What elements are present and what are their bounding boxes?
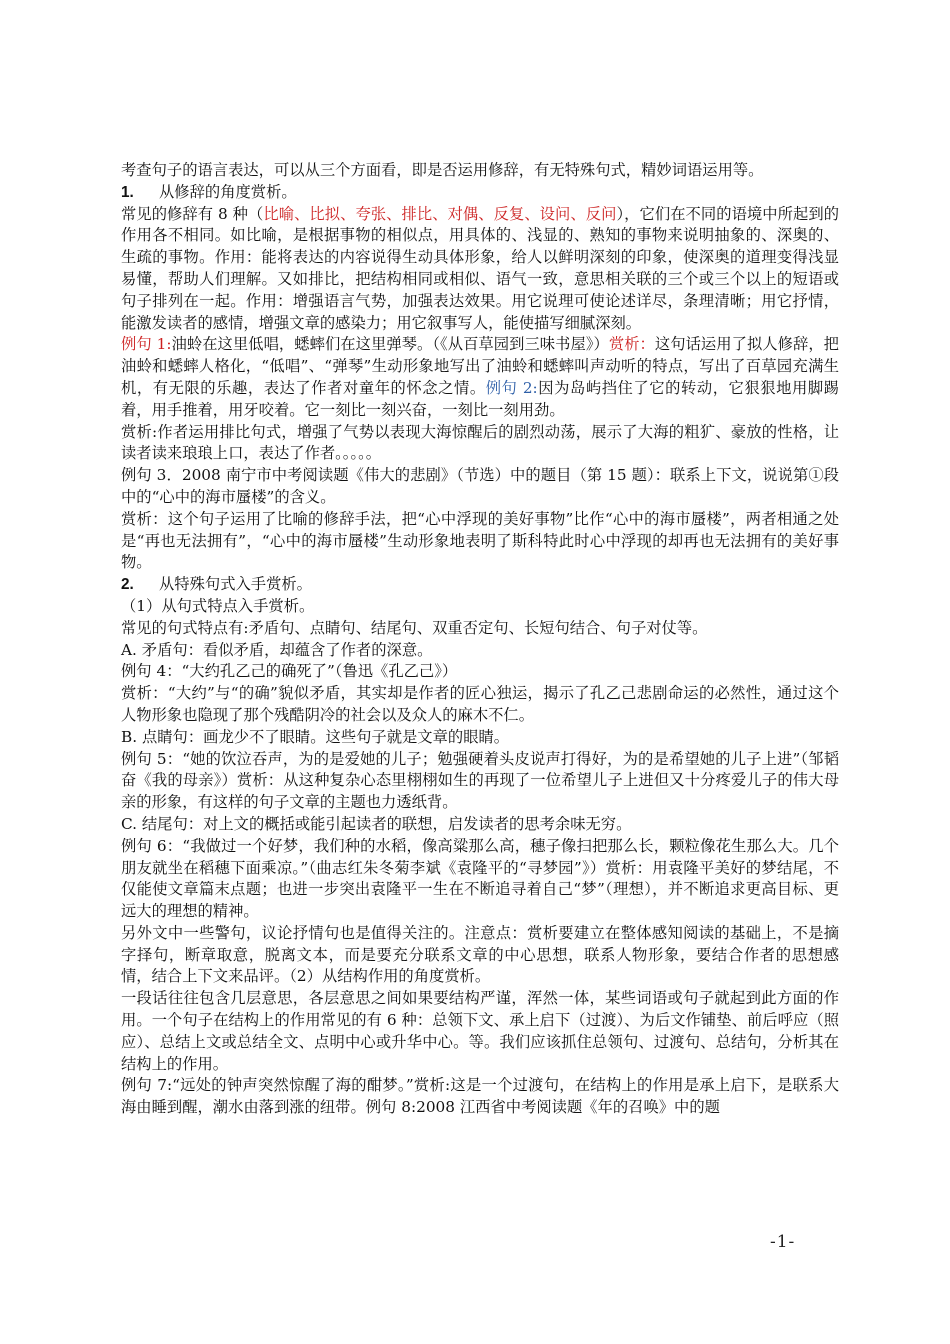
example-6: 例句 6：“我做过一个好梦，我们种的水稻，像高粱那么高，穗子像扫把那么长，颗粒像花生那么大。几个朋友就坐在稻穗下面乘凉。”（曲志红朱冬菊李斌《袁隆平的“寻梦园”》）赏析：用袁隆平美好的梦结尾，不仅能使文章篇末点题；也进一步突出袁隆平一生在不断追寻着自己“梦”（理想），并不断追求更高目标、更远大的理想的精神。	[121, 836, 839, 921]
example-1-text: 油蛉在这里低唱，蟋蟀们在这里弹琴。（《从百草园到三味书屋》）	[171, 335, 609, 354]
item-a: A. 矛盾句：看似矛盾，却蕴含了作者的深意。	[121, 640, 433, 659]
example-2-label: 例句 2:	[485, 378, 538, 397]
item-b: B. 点睛句：画龙少不了眼睛。这些句子就是文章的眼睛。	[121, 727, 510, 746]
subsection-1: （1）从句式特点入手赏析。	[121, 596, 315, 615]
rhetoric-lead: 常见的修辞有 8 种（	[121, 204, 264, 223]
example-4: 例句 4：“大约孔乙己的确死了”（鲁迅《孔乙己》）	[121, 662, 458, 681]
section-title-1: 从修辞的角度赏析。	[159, 182, 297, 201]
other-notes: 另外文中一些警句，议论抒情句也是值得关注的。注意点：赏析要建立在整体感知阅读的基础上，不是摘字择句，断章取意，脱离文本，而是要充分联系文章的中心思想，联系人物形象，要结合作者的思想感情，结合上下文来品评。（2）从结构作用的角度赏析。	[121, 923, 839, 986]
section-number-1: 1.	[121, 183, 134, 201]
section-heading-2	[121, 574, 839, 596]
example-3-paragraph: 例句 3．2008 南宁市中考阅读题《伟大的悲剧》（节选）中的题目（第 15 题）：联系上下文，说说第①段中的“心中的海市蜃楼”的含义。	[121, 466, 839, 506]
rhetoric-list-highlight: 比喻、比拟、夸张、排比、对偶、反复、设问、反问	[263, 204, 617, 223]
section-title-2: 从特殊句式入手赏析。	[159, 575, 312, 594]
section-number-2: 2.	[121, 576, 134, 594]
document-body	[121, 160, 839, 1119]
example-3-note: 赏析：这个句子运用了比喻的修辞手法，把“心中浮现的美好事物”比作“心中的海市蜃楼”，两者相通之处是“再也无法拥有”，“心中的海市蜃楼”生动形象地表明了斯科特此时心中浮现的却再也无法拥有的美好事物。	[121, 509, 839, 572]
item-c: C. 结尾句：对上文的概括或能引起读者的联想，启发读者的思考余味无穷。	[121, 814, 632, 833]
rhetoric-paragraph	[121, 204, 839, 335]
example-7: 例句 7:“远处的钟声突然惊醒了海的酣梦。”赏析:这是一个过渡句，在结构上的作用是承上启下，是联系大海由睡到醒，潮水由落到涨的纽带。例句 8:2008 江西省中考阅读题《年的召唤》中的题	[121, 1076, 839, 1117]
example-2-text: 因为岛屿挡住了它的转动，它狠狠地用脚踢着，用手推着，用牙咬着。它一刻比一刻兴奋，一刻比一刻用劲。	[121, 378, 839, 419]
example-4-note: 赏析：“大约”与“的确”貌似矛盾，其实却是作者的匠心独运，揭示了孔乙己悲剧命运的必然性，通过这个人物形象也隐现了那个残酷阴冷的社会以及众人的麻木不仁。	[121, 684, 839, 724]
example-1-label: 例句 1:	[121, 335, 172, 354]
intro-paragraph: 考查句子的语言表达，可以从三个方面看，即是否运用修辞，有无特殊句式，精妙词语运用等。	[121, 161, 764, 179]
structure-paragraph: 一段话往往包含几层意思，各层意思之间如果要结构严谨，浑然一体，某些词语或句子就起到此方面的作用。一个句子在结构上的作用常见的有 6 种：总领下文、承上启下（过渡）、为后文作铺垫、前后呼应（照应）、总结上文或总结全文、点明中心或升华中心。等。我们应该抓住总领句、过渡句、总结句，分析其在结构上的作用。	[121, 989, 839, 1073]
example-1-paragraph	[121, 334, 839, 421]
example-1-note: 这句话运用了拟人修辞，把油蛉和蟋蟀人格化，“低唱”、“弹琴”生动形象地写出了油蛉和蟋蟀叫声动听的特点，写出了百草园充满生机，有无限的乐趣，表达了作者对童年的怀念之情。	[121, 335, 839, 397]
example-2-note: 赏析:作者运用排比句式，增强了气势以表现大海惊醒后的剧烈动荡，展示了大海的粗犷、豪放的性格，让读者读来琅琅上口，表达了作者。。。。。	[121, 422, 839, 463]
rhetoric-body: ），它们在不同的语境中所起到的作用各不相同。如比喻，是根据事物的相似点，用具体的、浅显的、熟知的事物来说明抽象的、深奥的、生疏的事物。作用：能将表达的内容说得生动具体形象，给人以鲜明深刻的印象，使深奥的道理变得浅显易懂，帮助人们理解。又如排比，把结构相同或相似、语气一致，意思相关联的三个或三个以上的短语或句子排列在一起。作用：增强语言气势，加强表达效果。用它说理可使论述详尽，条理清晰；用它抒情，能激发读者的感情，增强文章的感染力；用它叙事写人，能使描写细腻深刻。	[121, 204, 839, 332]
example-5: 例句 5：“她的饮泣吞声，为的是爱她的儿子；勉强硬着头皮说声打得好，为的是希望她的儿子上进”（邹韬奋《我的母亲》）赏析：从这种复杂心态里栩栩如生的再现了一位希望儿子上进但又十分疼爱儿子的伟大母亲的形象，有这样的句子文章的主题也力透纸背。	[121, 749, 839, 812]
common-sentence-types: 常见的句式特点有:矛盾句、点睛句、结尾句、双重否定句、长短句结合、句子对仗等。	[121, 618, 708, 637]
section-heading-1	[121, 182, 839, 204]
example-1-note-label: 赏析：	[608, 335, 655, 354]
page-number: -1-	[770, 1232, 796, 1252]
